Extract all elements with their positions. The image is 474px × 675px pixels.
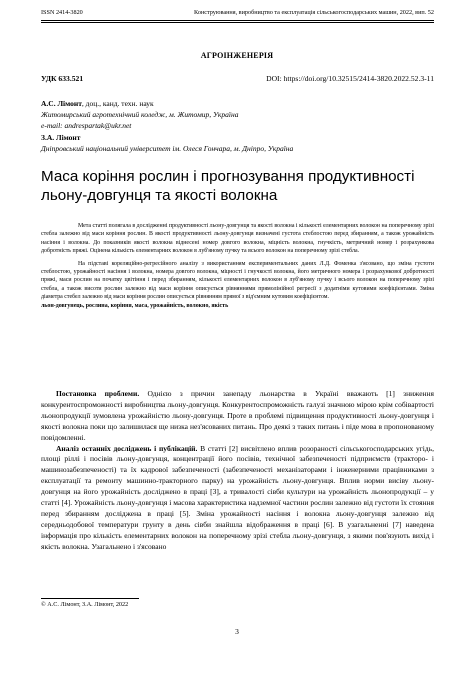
author-1-email[interactable]: e-mail: andrespartak@ukr.net [41,121,132,131]
paper-title: Маса коріння рослин і прогнозування продуктивності льону-довгунця та якості волокна [41,168,415,204]
abstract-paragraph-1: Мета статті полягала в дослідженні продуктивності льону-довгунця та якості волокна і кількості елементарних волокон на поперечному зрізі стебла залежно від маси коріння рослин. В якості продуктивності льону-довгунця визначені густота стеблостою перед збиранням, а також урожайність насіння і волокна. До показників якості волокна віднесені номер довгого волокна, міцність волокна, гнучкість, метричний номер і розрахункова добротність пряжі. Оцінена кількість елементарних волокон в луб'яному пучку та всього волокон на поперечному зрізі стебла. [41,223,434,255]
author-1-degree: , доц., канд. техн. наук [81,99,154,108]
header-rule-secondary [41,22,434,23]
keywords: льон-довгунець, рослина, коріння, маса, урожайність, волокно, якість [41,302,229,309]
abstract [41,222,434,310]
review-heading: Аналіз останніх досліджень і публікацій. [56,443,198,453]
problem-heading: Постановка проблеми. [56,389,140,398]
doi-link[interactable]: DOI: https://doi.org/10.32515/2414-3820.2022.52.3-11 [266,74,434,83]
journal-title: Конструювання, виробництво та експлуатація сільськогосподарських машин, 2022, вип. 52 [194,9,434,16]
section-heading: АГРОІНЖЕНЕРІЯ [200,51,274,60]
abstract-paragraph-2-text: На підставі кореляційно-регресійного аналізу з використанням експериментальних даних Л.Д. Фоменка з'ясовано, що зміна густоти стеблостою, урожайності насіння і волокна, номера довгого волокна, міцності і гнучкості волокна, його метричного номера і розрахункової добротності пряжі, маси рослин на початку цвітіння і перед збиранням, кількості елементарних волокон в луб'яному пучку і всього волокон на поперечному зрізі стебла, а також висоти рослин залежно від маси коріння описується рівняннями прямолінійної регресії з додатніми кутовими коефіцієнтами. Зміна діаметра стебел залежно від маси коріння рослин описується рівнянням прямої з від'ємним кутовим коефіцієнтом. [41,260,434,301]
author-1-affiliation: Житомирський агротехнічний коледж, м. Житомир, Україна [41,110,239,120]
header-rule [41,20,434,21]
body-text [41,389,434,553]
body-paragraph-2-text: В статті [2] висвітлено вплив розорaності сільськогосподарських угідь, площі ріллі і посівів льону-довгунця, концентрації його посівів, технічної забезпеченості підприємств (тракторо- і машинозабезпеченості) та їх кадрової забезпеченості (забезпеченості механізаторами і інженерними працівниками з експлуатації та ремонту машинно-тракторного парку) на урожайність льону-довгунця. Вплив норми висіву льону-довгунця на його урожайність досліджено в праці [3], а тривалості сівби культури на урожайність льонопродукції – у статті [4]. Урожайність льону-довгунця і масова характеристика надземної частини рослин залежно від густоти їх стояння перед збиранням досліджена в праці [5]. Зміна урожайності насіння і волокна льону-довгунця залежно від середньодобової температури грунту в день сівби знайшла відображення в праці [6]. В узагальненні [7] наведена інформація про кількість елементарних волокон на поперечному зрізі стебла льону-довгунця, з якими пов'язують вихід і якість волокна. Узагальнено і з'ясовано [41,443,435,551]
copyright-footnote: © А.С. Лімонт, З.А. Лімонт, 2022 [41,601,129,608]
abstract-paragraph-2 [41,260,434,310]
body-paragraph-1-text: Однією з причин занепаду льонарства в Україні вважають [1] зниження конкурентоспроможності виробництва льону-довгунця. Конкурентоспроможність галузі значною мірою крім собівартості льонопродукції зумовлена урожайністю льону-довгунця. Проте в проблемі підвищення продуктивності льону-довгунця і якості волокна поки що залишилася ще низка нез'ясованих питань. Про деякі з таких питань і піде мова в пропонованому повідомленні. [41,389,434,442]
footnote-rule [41,598,139,599]
body-paragraph-1 [41,389,434,444]
issn-text: ISSN 2414-3820 [41,9,83,16]
body-paragraph-2 [41,444,434,553]
author-2-affiliation: Дніпровський національний університет ім. Олеся Гончара, м. Дніпро, Україна [41,143,294,153]
author-1 [41,98,441,109]
authors-block [41,98,441,154]
page-number: 3 [235,627,239,636]
author-2-name: З.А. Лімонт [41,132,81,142]
author-1-name: А.С. Лімонт [41,99,82,108]
udk-code: УДК 633.521 [41,74,84,83]
